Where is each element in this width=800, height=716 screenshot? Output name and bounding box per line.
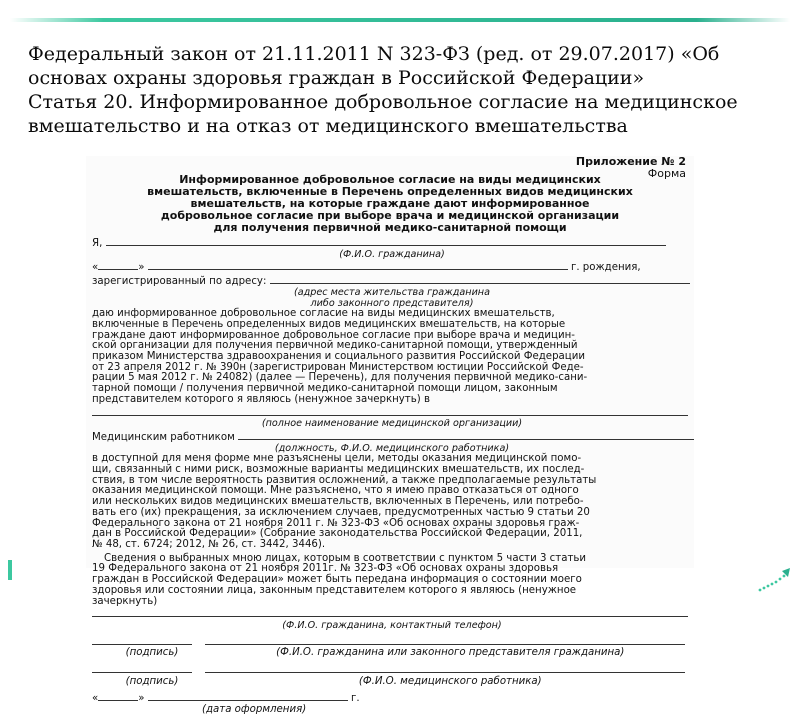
contact-caption: (Ф.И.О. гражданина, контактный телефон)	[282, 619, 502, 631]
quote-open: «	[92, 262, 99, 274]
signature-caption: (подпись)	[125, 647, 179, 659]
ya-label: Я,	[92, 238, 103, 249]
bottom-left-accent	[8, 560, 12, 580]
paragraph-line: оказания медицинской помощи. Мне разъяснено, что я имею право отказаться от одного	[92, 485, 579, 497]
title-line: для получения первичной медико-санитарной помощи	[213, 221, 567, 234]
paragraph-line: щи, связанный с ними риск, возможные варианты медицинских вмешательств, их послед-	[92, 464, 585, 476]
title-line: вмешательств, включенные в Перечень определенных видов медицинских	[147, 185, 633, 198]
paragraph-line: включенные в Перечень определенных видов медицинских вмешательств, на которые	[92, 318, 566, 330]
med-worker-row	[92, 430, 692, 444]
signature-name-blank	[205, 663, 685, 673]
paragraph-line: приказом Министерства здравоохранения и социального развития Российской Федерации	[92, 351, 585, 363]
title-line: добровольное согласие при выборе врача и медицинской организации	[160, 209, 620, 222]
top-accent-rule	[10, 18, 790, 22]
org-caption: (полное наименование медицинской организации)	[261, 418, 523, 430]
fio-caption: (Ф.И.О. гражданина)	[339, 248, 445, 260]
header-line: вмешательство и на отказ от медицинского вмешательства	[28, 115, 628, 137]
paragraph-line: ствия, в том числе вероятность развития осложнений, а также предполагаемые результаты	[92, 474, 597, 486]
paragraph-line: вать его (их) прекращения, за исключением случаев, предусмотренных частью 9 статьи 20	[92, 506, 590, 518]
birth-row	[92, 260, 692, 274]
paragraph-line: граждан в Российской Федерации» может быть передана информация о состоянии моего	[92, 574, 582, 586]
form-label: Форма	[647, 167, 686, 180]
name-row	[92, 236, 692, 250]
date-caption: (дата оформления)	[202, 704, 307, 716]
quote-close: »	[138, 693, 145, 705]
signature-caption-row-1	[92, 648, 692, 659]
address-caption-2: либо законного представителя)	[310, 297, 474, 309]
paragraph-line: зачеркнуть)	[92, 595, 158, 607]
signature-row-1	[92, 635, 692, 649]
year-label: г.	[350, 693, 360, 705]
address-blank	[270, 274, 690, 284]
form-title	[86, 174, 694, 234]
signature-caption: (подпись)	[125, 675, 179, 687]
day-blank	[98, 691, 138, 701]
signature-row-2	[92, 663, 692, 677]
contact-blank	[92, 607, 688, 617]
address-row	[92, 274, 692, 288]
day-blank	[98, 260, 138, 270]
paragraph-line: 19 Федерального закона от 21 ноября 2011г. № 323-ФЗ «Об основах охраны здоровья	[92, 563, 559, 575]
signature-blank	[92, 663, 192, 673]
address-caption-1: (адрес места жительства гражданина	[294, 286, 490, 298]
paragraph-line: дан в Российской Федерации» (Собрание законодательства Российской Федерации, 2011,	[92, 528, 583, 540]
worker-caption: (Ф.И.О. медицинского работника)	[358, 675, 542, 687]
paragraph-line: № 48, ст. 6724; 2012, № 26, ст. 3442, 3446).	[92, 538, 326, 550]
birth-blank	[148, 260, 568, 270]
explanation-paragraph	[92, 454, 692, 550]
birth-year-label: г. рождения,	[570, 262, 641, 274]
consent-form-scan	[86, 155, 694, 716]
consent-paragraph	[92, 309, 692, 405]
paragraph-line: Сведения о выбранных мною лицах, которым в соответствии с пунктом 5 части 3 статьи	[104, 552, 587, 564]
dotted-arrow-icon	[758, 566, 792, 594]
paragraph-line: или нескольких видов медицинских вмешательств, включенных в Перечень, или потребо-	[92, 496, 584, 508]
left-margin	[0, 0, 10, 600]
med-worker-blank	[238, 430, 694, 440]
quote-close: »	[138, 262, 145, 274]
header-line: основах охраны здоровья граждан в Российской Федерации»	[28, 67, 645, 89]
paragraph-line: рации 5 мая 2012 г. № 24082) (далее — Перечень), для получения первичной медико-сани-	[92, 372, 588, 384]
title-line: вмешательств, на которые граждане дают информированное	[190, 197, 590, 210]
signer-caption: (Ф.И.О. гражданина или законного представителя гражданина)	[276, 647, 625, 659]
signature-blank	[92, 635, 192, 645]
quote-open: «	[92, 693, 99, 705]
position-caption: (должность, Ф.И.О. медицинского работника)	[274, 442, 510, 454]
form-body	[92, 236, 692, 716]
paragraph-line: ской организации для получения первичной медико-санитарной помощи, утвержденный	[92, 340, 578, 352]
annex-number: Приложение № 2	[575, 155, 686, 168]
paragraph-line: граждане дают информированное добровольное согласие при выборе врача и медицин-	[92, 329, 575, 341]
date-row	[92, 691, 692, 705]
paragraph-line: Федерального закона от 21 ноября 2011 г. № 323-ФЗ «Об основах охраны здоровья граж-	[92, 517, 580, 529]
signature-name-blank	[205, 635, 685, 645]
paragraph-line: тарной помощи / получения первичной медико-санитарной помощи лицом, законным	[92, 383, 558, 395]
slide-header	[28, 42, 768, 138]
org-blank	[92, 406, 688, 416]
header-line: Федеральный закон от 21.11.2011 N 323-ФЗ (ред. от 29.07.2017) «Об	[28, 43, 720, 65]
paragraph-line: в доступной для меня форме мне разъяснены цели, методы оказания медицинской помо-	[92, 453, 582, 465]
contacts-paragraph	[92, 554, 692, 608]
registered-label: зарегистрированный по адресу:	[92, 276, 267, 288]
paragraph-line: здоровья или состоянии лица, законным представителем которого я являюсь (ненужное	[92, 584, 577, 596]
title-line: Информированное добровольное согласие на виды медицинских	[179, 173, 601, 186]
paragraph-line: даю информированное добровольное согласие на виды медицинских вмешательств,	[92, 308, 555, 320]
name-blank	[106, 236, 666, 246]
paragraph-line: представителем которого я являюсь (ненужное зачеркнуть) в	[92, 393, 430, 405]
header-line: Статья 20. Информированное добровольное согласие на медицинское	[28, 91, 738, 113]
signature-caption-row-2	[92, 677, 692, 688]
paragraph-line: от 23 апреля 2012 г. № 390н (зарегистрирован Министерством юстиции Российской Феде-	[92, 361, 584, 373]
med-worker-label: Медицинским работником	[92, 431, 235, 443]
date-blank	[148, 691, 348, 701]
